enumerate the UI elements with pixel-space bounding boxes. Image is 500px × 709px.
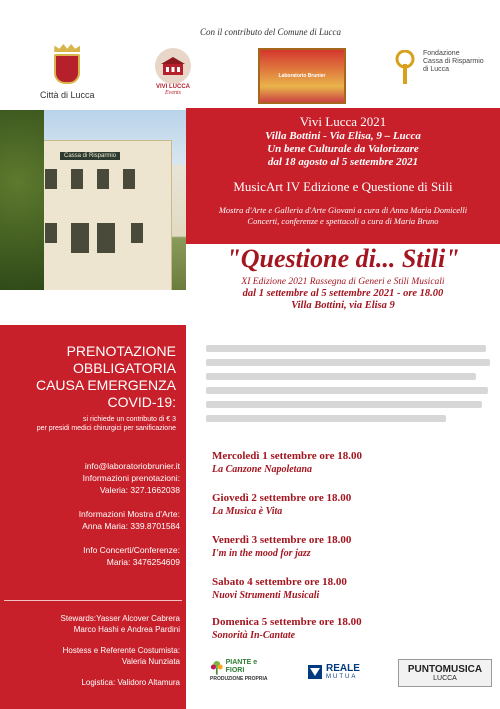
- event-1: [212, 450, 362, 476]
- event-date: Domenica 5 settembre ore 18.00: [212, 616, 362, 628]
- intro-mostra: Mostra d'Arte e Galleria d'Arte Giovani a cura di Anna Maria Domicelli: [218, 205, 468, 215]
- puntomusica-label: PUNTOMUSICA: [407, 663, 483, 675]
- reale-icon: [308, 665, 322, 679]
- tree: [0, 110, 44, 290]
- questione-title: "Questione di... Stili": [226, 244, 460, 273]
- flower-icon: [210, 658, 224, 676]
- fondazione-line-1: Fondazione: [423, 50, 460, 57]
- piante-label: PIANTE e FIORI: [225, 659, 258, 674]
- shield-icon: [54, 54, 80, 84]
- intro-panel: [186, 108, 500, 238]
- event-4: [212, 576, 347, 602]
- piante-fiori-logo: [210, 658, 270, 682]
- stewards-line-1: Stewards:Yasser Alcover Cabrera: [60, 614, 180, 623]
- contributo-note-2: per presidi medici chirurgici per sanificazione: [36, 425, 176, 432]
- villa-sign: Cassa di Risparmio: [60, 152, 120, 160]
- hostess-line-2: Valeria Nunziata: [121, 657, 180, 666]
- event-3: [212, 534, 351, 560]
- villa-bottini-photo: [0, 110, 186, 290]
- fondazione-icon: [392, 50, 418, 84]
- logistica-line: Logistica: Validoro Altamura: [81, 678, 180, 687]
- vivi-lucca-logo: [155, 48, 191, 96]
- piante-sub: PRODUZIONE PROPRIA: [210, 676, 268, 682]
- prenotazione-line-1: PRENOTAZIONE: [66, 343, 176, 359]
- event-5: [212, 616, 362, 642]
- prenotazione-line-3: CAUSA EMERGENZA: [35, 377, 176, 393]
- info-mostra-label: Informazioni Mostra d'Arte:: [78, 509, 180, 519]
- questione-details: [186, 276, 500, 312]
- event-2: [212, 492, 351, 518]
- prenotazione-line-2: OBBLIGATORIA: [73, 360, 176, 376]
- citta-label: Città di Lucca: [40, 90, 95, 100]
- vivi-lucca-label: VIVI LUCCA: [155, 84, 190, 90]
- crown-icon: [54, 44, 80, 52]
- questione-venue: Villa Bottini, via Elisa 9: [291, 300, 395, 311]
- laboratorio-brunier-logo: [258, 48, 346, 104]
- questione-period: dal 1 settembre al 5 settembre 2021 - ore 18.00: [242, 288, 444, 299]
- fondazione-logo: [392, 50, 484, 84]
- event-name: La Musica è Vita: [212, 506, 283, 517]
- stewards-line-2: Marco Hashi e Andrea Pardini: [73, 625, 180, 634]
- puntomusica-sub: LUCCA: [433, 674, 457, 682]
- intro-place: Villa Bottini - Via Elisa, 9 – Lucca: [265, 130, 421, 142]
- info-column: [0, 325, 186, 709]
- intro-title: Vivi Lucca 2021: [299, 114, 387, 129]
- fondazione-line-2: Cassa di Risparmio: [423, 58, 484, 65]
- annamaria-phone[interactable]: Anna Maria: 339.8701584: [82, 521, 180, 531]
- event-date: Sabato 4 settembre ore 18.00: [212, 576, 347, 588]
- vivi-lucca-sub: Events: [165, 90, 181, 96]
- info-prenotazioni-label: Informazioni prenotazioni:: [82, 473, 180, 483]
- villa-icon: [155, 48, 191, 84]
- event-date: Mercoledì 1 settembre ore 18.00: [212, 450, 362, 462]
- intro-concerti: Concerti, conferenze e spettacoli a cura di Maria Bruno: [247, 216, 439, 226]
- mutua-label: MUTUA: [326, 674, 358, 680]
- brunier-label: Laboratorio Brunier: [278, 73, 326, 79]
- hostess-line-1: Hostess e Referente Costumista:: [62, 646, 180, 655]
- event-date: Giovedì 2 settembre ore 18.00: [212, 492, 352, 504]
- intro-edition: MusicArt IV Edizione e Questione di Stili: [233, 179, 453, 194]
- citta-di-lucca-logo: [40, 44, 95, 100]
- maria-phone[interactable]: Maria: 3476254609: [106, 557, 180, 567]
- divider: [4, 600, 182, 601]
- valeria-phone[interactable]: Valeria: 327.1662038: [99, 485, 180, 495]
- reale-label: REALE: [326, 663, 360, 674]
- event-name: Nuovi Strumenti Musicali: [212, 590, 320, 601]
- fondazione-line-3: di Lucca: [423, 66, 450, 73]
- event-name: Sonorità In-Cantate: [212, 630, 296, 641]
- contributo-note-1: si richiede un contributo di € 3: [83, 416, 176, 423]
- event-date: Venerdì 3 settembre ore 18.00: [212, 534, 352, 546]
- puntomusica-logo: [398, 659, 492, 687]
- prenotazione-line-4: COVID-19:: [107, 394, 176, 410]
- contributo-line: Con il contributo del Comune di Lucca: [200, 27, 341, 37]
- questione-rassegna: XI Edizione 2021 Rassegna di Generi e Stili Musicali: [241, 277, 445, 287]
- event-name: I'm in the mood for jazz: [212, 548, 311, 559]
- intro-dates: dal 18 agosto al 5 settembre 2021: [267, 156, 419, 168]
- info-concerti-label: Info Concerti/Conferenze:: [83, 545, 180, 555]
- blurred-description: [206, 345, 496, 435]
- event-name: La Canzone Napoletana: [212, 464, 313, 475]
- reale-mutua-logo: [308, 664, 360, 680]
- intro-bene: Un bene Culturale da Valorizzare: [267, 143, 419, 155]
- email-link[interactable]: info@laboratoriobrunier.it: [84, 461, 180, 471]
